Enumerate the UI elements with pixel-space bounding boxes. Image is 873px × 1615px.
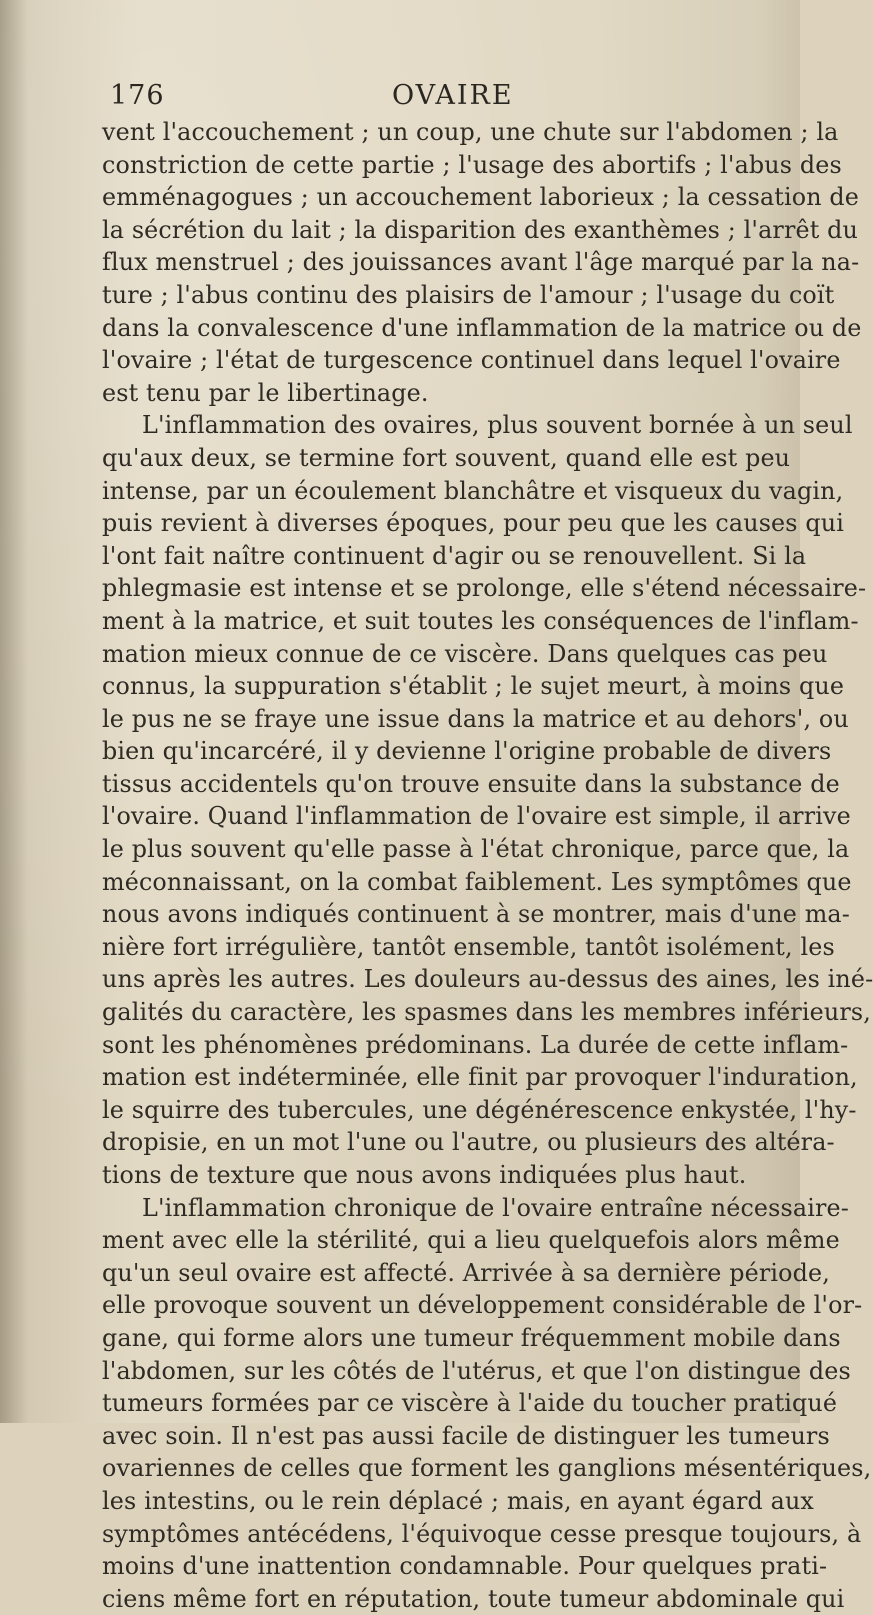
text-line: qu'un seul ovaire est affecté. Arrivée à sa dernière période, — [102, 1258, 830, 1287]
text-line: symptômes antécédens, l'équivoque cesse presque toujours, à — [102, 1519, 862, 1548]
text-line: vent l'accouchement ; un coup, une chute sur l'abdomen ; la — [102, 118, 839, 146]
text-line: gane, qui forme alors une tumeur fréquemment mobile dans — [102, 1323, 841, 1352]
text-line: tissus accidentels qu'on trouve ensuite dans la substance de — [102, 769, 840, 798]
text-line: nière fort irrégulière, tantôt ensemble, tantôt isolément, les — [102, 932, 835, 961]
text-line: l'ovaire. Quand l'inflammation de l'ovaire est simple, il arrive — [102, 802, 851, 831]
text-line: ciens même fort en réputation, toute tumeur abdominale qui — [102, 1584, 845, 1613]
paragraph-start-line: L'inflammation chronique de l'ovaire entraîne nécessaire- — [142, 1193, 849, 1222]
text-line: nous avons indiqués continuent à se montrer, mais d'une ma- — [102, 900, 850, 929]
paragraph-start-line: L'inflammation des ovaires, plus souvent bornée à un seul — [142, 411, 853, 440]
text-line: sont les phénomènes prédominans. La durée de cette inflam- — [102, 1030, 849, 1059]
text-line: dropisie, en un mot l'une ou l'autre, ou plusieurs des altéra- — [102, 1128, 835, 1157]
text-line: est tenu par le libertinage. — [102, 378, 429, 407]
text-line: ment à la matrice, et suit toutes les conséquences de l'inflam- — [102, 606, 859, 635]
text-line: uns après les autres. Les douleurs au-dessus des aines, les iné- — [102, 965, 873, 994]
text-line: l'abdomen, sur les côtés de l'utérus, et que l'on distingue des — [102, 1356, 851, 1385]
text-line: flux menstruel ; des jouissances avant l'âge marqué par la na- — [102, 248, 860, 277]
text-line: ture ; l'abus continu des plaisirs de l'amour ; l'usage du coït — [102, 280, 835, 309]
text-line: elle provoque souvent un développement considérable de l'or- — [102, 1291, 863, 1320]
text-line: l'ovaire ; l'état de turgescence continuel dans lequel l'ovaire — [102, 346, 841, 375]
text-line: le plus souvent qu'elle passe à l'état chronique, parce que, la — [102, 835, 850, 864]
text-line: ment avec elle la stérilité, qui a lieu quelquefois alors même — [102, 1226, 840, 1255]
text-line: la sécrétion du lait ; la disparition des exanthèmes ; l'arrêt du — [102, 215, 858, 244]
page-header — [110, 80, 760, 120]
text-line: constriction de cette partie ; l'usage des abortifs ; l'abus des — [102, 150, 842, 179]
text-line: galités du caractère, les spasmes dans les membres inférieurs, — [102, 998, 871, 1027]
text-line: tions de texture que nous avons indiquées plus haut. — [102, 1161, 747, 1189]
text-line: phlegmasie est intense et se prolonge, elle s'étend nécessaire- — [102, 574, 867, 603]
page-number: 176 — [110, 80, 165, 111]
text-line: le squirre des tubercules, une dégénérescence enkystée, l'hy- — [102, 1095, 857, 1124]
text-line: méconnaissant, on la combat faiblement. Les symptômes que — [102, 867, 852, 896]
text-line: avec soin. Il n'est pas aussi facile de distinguer les tumeurs — [102, 1421, 830, 1450]
text-line: bien qu'incarcéré, il y devienne l'origine probable de divers — [102, 737, 832, 766]
text-line: intense, par un écoulement blanchâtre et visqueux du vagin, — [102, 476, 844, 505]
text-line: tumeurs formées par ce viscère à l'aide du toucher pratiqué — [102, 1389, 838, 1418]
text-line: moins d'une inattention condamnable. Pour quelques prati- — [102, 1552, 828, 1581]
running-title: OVAIRE — [392, 80, 514, 111]
text-line: dans la convalescence d'une inflammation de la matrice ou de — [102, 313, 862, 342]
text-line: emménagogues ; un accouchement laborieux ; la cessation de — [102, 183, 860, 212]
body-text — [102, 116, 873, 1615]
text-line: connus, la suppuration s'établit ; le sujet meurt, à moins que — [102, 672, 845, 701]
text-line: qu'aux deux, se termine fort souvent, quand elle est peu — [102, 443, 791, 472]
text-line: l'ont fait naître continuent d'agir ou se renouvellent. Si la — [102, 541, 807, 570]
binding-shadow — [0, 0, 28, 1423]
text-line: puis revient à diverses époques, pour peu que les causes qui — [102, 509, 844, 538]
text-line: mation mieux connue de ce viscère. Dans quelques cas peu — [102, 639, 828, 668]
text-line: les intestins, ou le rein déplacé ; mais, en ayant égard aux — [102, 1486, 815, 1515]
text-line: le pus ne se fraye une issue dans la matrice et au dehors', ou — [102, 704, 849, 733]
text-line: mation est indéterminée, elle finit par provoquer l'induration, — [102, 1063, 858, 1092]
text-line: ovariennes de celles que forment les ganglions mésentériques, — [102, 1454, 872, 1483]
